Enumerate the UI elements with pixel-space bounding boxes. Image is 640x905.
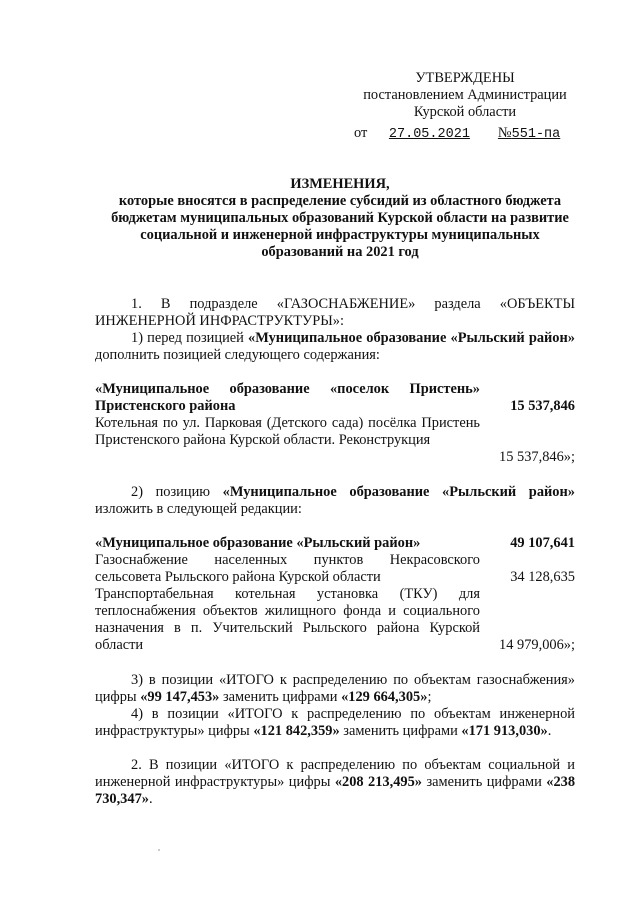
section2-pre: 2. В позиции «ИТОГО к распределению по объектам социальной и инженерной инфраструктуры» цифры [95,757,575,790]
item4 [95,706,575,740]
entry1-total: 15 537,846 [510,398,575,414]
entry2-object2-value: 14 979,006»; [499,637,575,653]
item1 [95,330,575,364]
item4-old-value: «121 842,359» [253,723,340,739]
entry1-object-row [95,415,575,465]
scan-speck [158,849,160,851]
entry1-object: Котельная по ул. Парковая (Детского сада) посёлка Пристень Пристенского района Курской области. Реконструкция [95,415,480,448]
entry1-object-value: 15 537,846»; [499,449,575,465]
item1-post: дополнить позицией следующего содержания: [95,347,380,363]
entry2-object2-row [95,586,575,654]
item2-post: изложить в следующей редакции: [95,501,302,517]
entry2-object1: Газоснабжение населенных пунктов Некрасовского сельсовета Рыльского района Курской области [95,552,480,585]
approved-label: УТВЕРЖДЕНЫ [415,70,515,86]
section1-intro: 1. В подразделе «ГАЗОСНАБЖЕНИЕ» раздела «ОБЪЕКТЫ ИНЖЕНЕРНОЙ ИНФРАСТРУКТУРЫ»: [95,296,575,329]
entry1-name: «Муниципальное образование «поселок Пристень» Пристенского района [95,381,480,414]
approval-number: 551-па [511,127,561,142]
document-title [100,176,580,261]
item3-mid: заменить цифрами [219,689,342,705]
section2 [95,757,575,808]
section2-old-value: «208 213,495» [334,774,423,790]
entry2-total: 49 107,641 [510,535,575,551]
entry1-header-row [95,381,575,415]
approval-line-2: Курской области [413,104,517,120]
number-prefix: № [497,125,512,141]
item4-mid: заменить цифрами [339,723,462,739]
approval-line-1: постановлением Администрации [363,87,567,103]
item4-pre: 4) в позиции «ИТОГО к распределению по объектам инженерной инфраструктуры» цифры [95,706,575,739]
title-subtitle: которые вносятся в распределение субсидий из областного бюджета бюджетам муниципальных образований Курской области на развитие социальной и инженерной инфраструктуры муниципальных образований на 2021 год [111,193,569,260]
section2-new-value: «238 730,347» [95,774,576,807]
item4-end: . [547,723,552,739]
item1-pre: 1) перед позицией [131,330,249,346]
item4-new-value: «171 913,030» [461,723,548,739]
entry2-object1-row [95,552,575,586]
item3-end: ; [427,689,432,705]
entry2-header-row [95,535,575,552]
section2-mid: заменить цифрами [422,774,547,790]
item3 [95,672,575,706]
item2-bold: «Муниципальное образование «Рыльский район» [222,484,575,500]
section2-end: . [148,791,153,807]
item2-pre: 2) позицию [131,484,223,500]
item3-pre: 3) в позиции «ИТОГО к распределению по объектам газоснабжения» цифры [95,672,575,705]
entry2-name: «Муниципальное образование «Рыльский район» [95,535,421,551]
approval-date-line [354,125,594,143]
item3-old-value: «99 147,453» [140,689,220,705]
entry2-object1-value: 34 128,635 [510,569,575,585]
item1-bold: «Муниципальное образование «Рыльский район» [248,330,575,346]
approval-date: 27.05.2021 [388,127,470,142]
title-heading: ИЗМЕНЕНИЯ, [290,176,390,192]
item3-new-value: «129 664,305» [341,689,428,705]
approval-block [340,70,590,121]
entry2-object2: Транспортабельная котельная установка (ТКУ) для теплоснабжения объектов жилищного фонда и социального назначения в п. Учительский Рыльского района Курской области [95,586,480,653]
item2 [95,484,575,518]
date-prefix: от [354,125,368,141]
